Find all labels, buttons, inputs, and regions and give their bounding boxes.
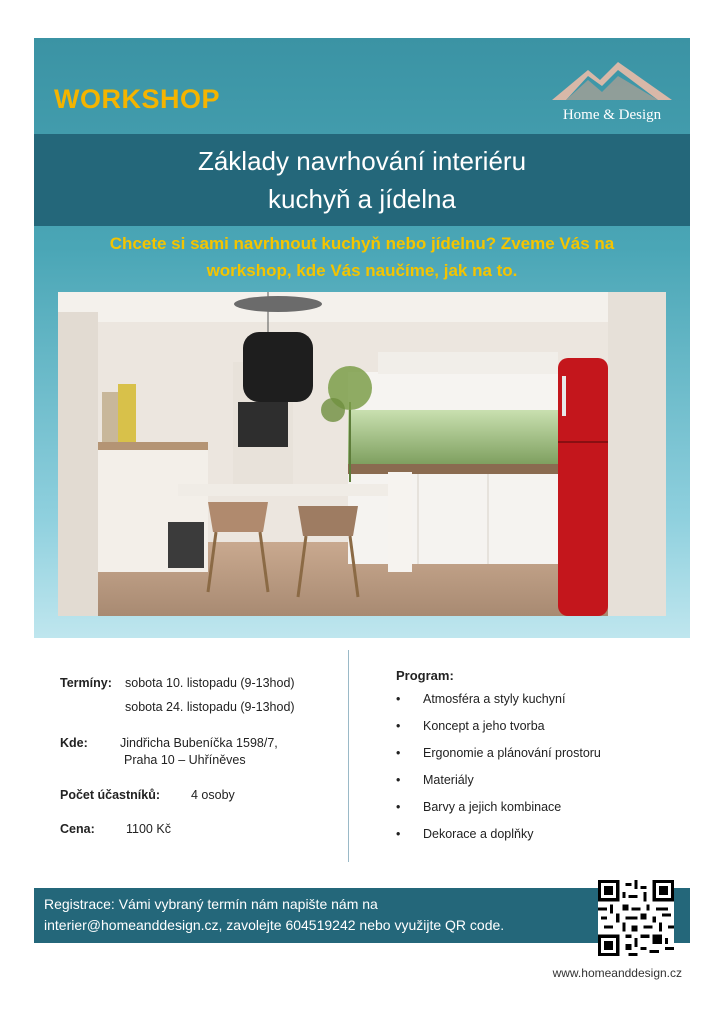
- list-item: • Materiály: [396, 773, 601, 800]
- participants-value: 4 osoby: [191, 788, 235, 802]
- address-line-1: Jindřicha Bubeníčka 1598/7,: [120, 736, 278, 750]
- invite-line-2: workshop, kde Vás naučíme, jak na to.: [206, 261, 518, 280]
- price-label: Cena:: [60, 822, 95, 836]
- qr-pattern: [598, 880, 674, 956]
- price-row: [60, 822, 171, 836]
- term-2: sobota 24. listopadu (9-13hod): [125, 700, 295, 714]
- column-divider: [348, 650, 349, 862]
- workshop-label: WORKSHOP: [54, 84, 220, 114]
- registration-text: [44, 894, 604, 936]
- home-design-logo[interactable]: [548, 56, 676, 124]
- terms-row: [60, 676, 295, 714]
- program-title: Program:: [396, 668, 454, 683]
- registration-line-1: Registrace: Vámi vybraný termín nám napište nám na: [44, 896, 378, 912]
- hero-banner: [34, 38, 690, 638]
- terms-label: Termíny:: [60, 676, 112, 690]
- website-link[interactable]: www.homeanddesign.cz: [552, 966, 682, 980]
- qr-code-icon[interactable]: [598, 880, 674, 956]
- kitchen-photo: [58, 292, 666, 616]
- title-line-2: kuchyň a jídelna: [268, 184, 456, 214]
- list-item: • Ergonomie a plánování prostoru: [396, 746, 601, 773]
- participants-row: [60, 788, 235, 802]
- registration-line-2[interactable]: interier@homeanddesign.cz, zavolejte 604519242 nebo využijte QR code.: [44, 917, 505, 933]
- title-band: [34, 134, 690, 226]
- title-line-1: Základy navrhování interiéru: [197, 146, 527, 176]
- registration-bar: [34, 888, 690, 943]
- list-item: • Barvy a jejich kombinace: [396, 800, 601, 827]
- kitchen-illustration: [58, 292, 666, 616]
- address-line-2: Praha 10 – Uhříněves: [124, 753, 246, 767]
- list-item: • Atmosféra a styly kuchyní: [396, 692, 601, 719]
- roof-logo-icon: [548, 56, 676, 108]
- list-item: • Koncept a jeho tvorba: [396, 719, 601, 746]
- where-row: [60, 736, 278, 767]
- invite-line-1: Chcete si sami navrhnout kuchyň nebo jídelnu? Zveme Vás na: [109, 234, 615, 253]
- program-list: [396, 692, 601, 854]
- price-value: 1100 Kč: [126, 822, 171, 836]
- where-label: Kde:: [60, 736, 88, 750]
- term-1: sobota 10. listopadu (9-13hod): [125, 676, 295, 690]
- participants-label: Počet účastníků:: [60, 788, 161, 802]
- invite-text: [74, 230, 650, 284]
- logo-text: Home & Design: [562, 107, 662, 123]
- list-item: • Dekorace a doplňky: [396, 827, 601, 854]
